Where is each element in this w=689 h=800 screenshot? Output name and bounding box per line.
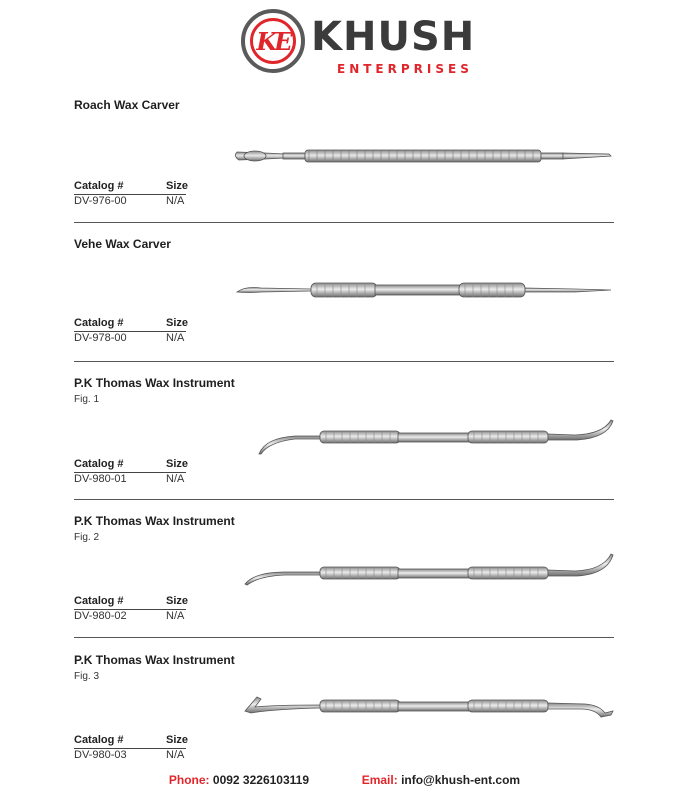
table-row xyxy=(74,473,186,487)
catalog-number: DV-976-00 xyxy=(74,195,127,207)
logo-monogram: KE xyxy=(256,26,290,56)
instrument-image xyxy=(225,683,625,743)
catalog-number: DV-978-00 xyxy=(74,332,127,344)
size-value: N/A xyxy=(166,473,185,485)
brand-logo xyxy=(241,9,476,79)
table-row xyxy=(74,195,186,209)
email-label: Email: xyxy=(361,773,398,787)
size-value: N/A xyxy=(166,332,185,344)
catalog-number: DV-980-03 xyxy=(74,749,127,761)
catalog-header: Catalog # xyxy=(74,734,124,746)
figure-label: Fig. 2 xyxy=(74,532,100,543)
product-title: Vehe Wax Carver xyxy=(74,237,171,251)
catalog-header: Catalog # xyxy=(74,595,124,607)
instrument-image xyxy=(225,259,625,319)
catalog-table xyxy=(74,734,189,763)
catalog-table xyxy=(74,595,189,624)
instrument-image xyxy=(225,548,625,608)
phone-label: Phone: xyxy=(168,773,210,787)
section-divider xyxy=(74,222,614,223)
logo-emblem xyxy=(241,9,305,73)
product-title: Roach Wax Carver xyxy=(74,98,180,112)
product-title: P.K Thomas Wax Instrument xyxy=(74,514,235,528)
size-value: N/A xyxy=(166,195,185,207)
section-divider xyxy=(74,499,614,500)
size-header: Size xyxy=(166,317,189,329)
product-title: P.K Thomas Wax Instrument xyxy=(74,376,235,390)
size-header: Size xyxy=(166,734,189,746)
catalog-header: Catalog # xyxy=(74,180,124,192)
instrument-image xyxy=(225,126,625,186)
size-header: Size xyxy=(166,595,189,607)
contact-footer xyxy=(0,773,689,787)
catalog-table xyxy=(74,180,189,209)
instrument-image xyxy=(225,412,625,472)
section-divider xyxy=(74,637,614,638)
catalog-header: Catalog # xyxy=(74,458,124,470)
figure-label: Fig. 1 xyxy=(74,394,100,405)
figure-label: Fig. 3 xyxy=(74,671,100,682)
catalog-header: Catalog # xyxy=(74,317,124,329)
table-row xyxy=(74,332,186,346)
size-value: N/A xyxy=(166,749,185,761)
email-address[interactable]: info@khush-ent.com xyxy=(401,773,521,787)
catalog-table xyxy=(74,317,189,346)
brand-subtitle: ENTERPRISES xyxy=(337,62,473,76)
product-title: P.K Thomas Wax Instrument xyxy=(74,653,235,667)
phone-number[interactable]: 0092 3226103119 xyxy=(212,773,310,787)
table-row xyxy=(74,610,186,624)
size-value: N/A xyxy=(166,610,185,622)
catalog-number: DV-980-01 xyxy=(74,473,127,485)
table-row xyxy=(74,749,186,763)
section-divider xyxy=(74,361,614,362)
brand-name: KHUSH xyxy=(311,14,476,60)
size-header: Size xyxy=(166,180,189,192)
catalog-number: DV-980-02 xyxy=(74,610,127,622)
size-header: Size xyxy=(166,458,189,470)
catalog-table xyxy=(74,458,189,487)
